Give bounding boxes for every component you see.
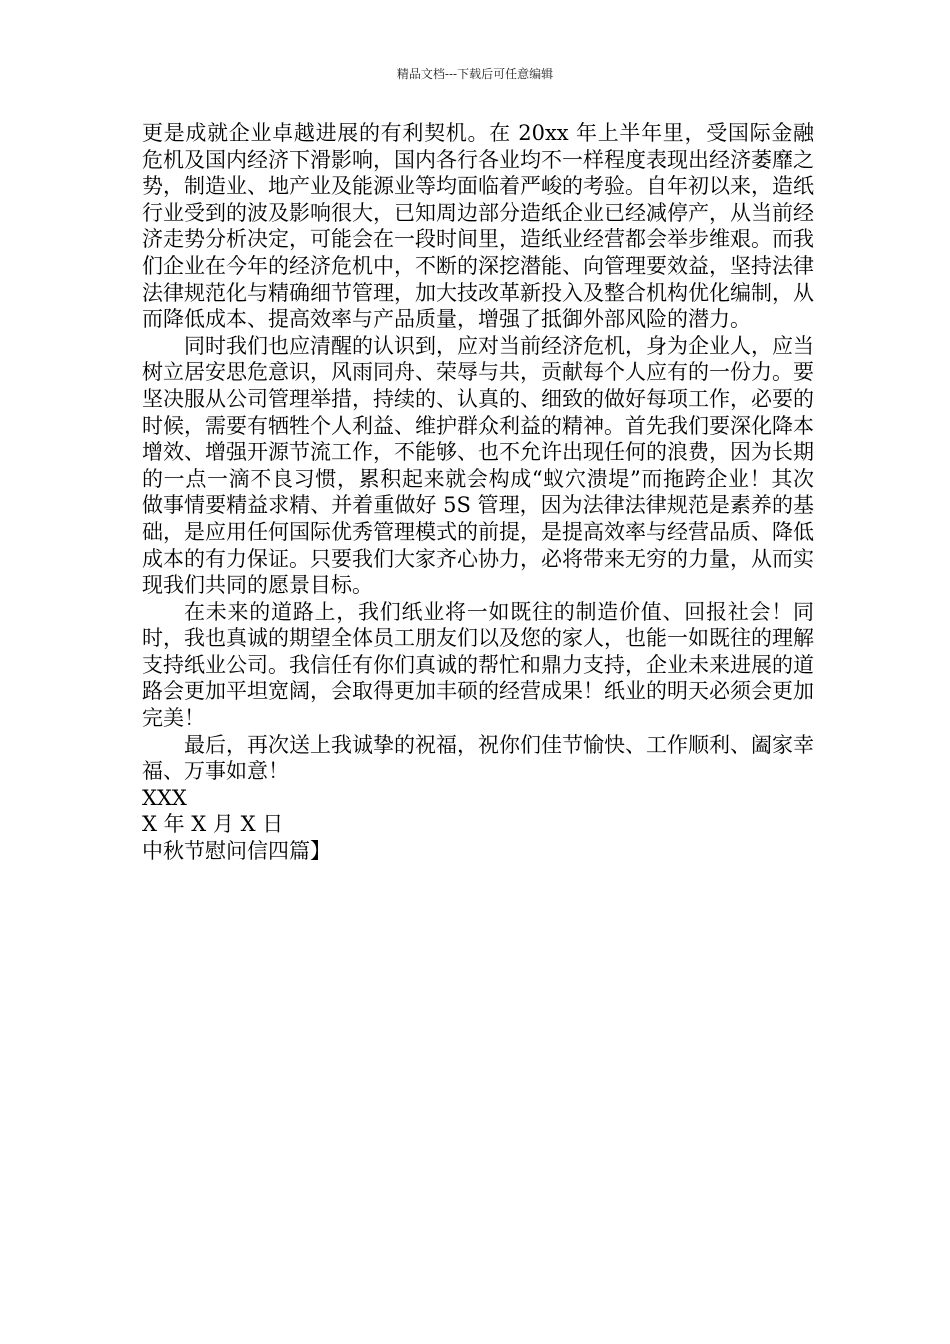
paragraph-blessing: 最后，再次送上我诚挚的祝福，祝你们佳节愉快、工作顺利、阖家幸福、万事如意！ [142, 732, 814, 784]
letter-date: X 年 X 月 X 日 [142, 812, 284, 837]
paragraph-future-road: 在未来的道路上，我们纸业将一如既往的制造价值、回报社会！同时，我也真诚的期望全体员工朋友们以及您的家人，也能一如既往的理解支持纸业公司。我信任有你们真诚的帮忙和鼎力支持，企业未来进展的道路会更加平坦宽阔，会取得更加丰硕的经营成果！纸业的明天必须会更加完美！ [142, 599, 814, 731]
letter-body [142, 120, 814, 865]
paragraph-continuation: 更是成就企业卓越进展的有利契机。在 20xx 年上半年里，受国际金融危机及国内经济下滑影响，国内各行各业均不一样程度表现出经济萎靡之势，制造业、地产业及能源业等均面临着严峻的考验。自年初以来，造纸行业受到的波及影响很大，已知周边部分造纸企业已经减停产，从当前经济走势分析决定，可能会在一段时间里，造纸业经营都会举步维艰。而我们企业在今年的经济危机中，不断的深挖潜能、向管理要效益，坚持法律法律规范化与精确细节管理，加大技改革新投入及整合机构优化编制，从而降低成本、提高效率与产品质量，增强了抵御外部风险的潜力。 [142, 121, 814, 332]
page-header: 精品文档---下载后可任意编辑 [396, 67, 554, 81]
footer-title: 中秋节慰问信四篇】 [142, 839, 331, 864]
paragraph-economic-crisis: 同时我们也应清醒的认识到，应对当前经济危机，身为企业人，应当树立居安思危意识，风雨同舟、荣辱与共，贡献每个人应有的一份力。要坚决服从公司管理举措，持续的、认真的、细致的做好每项工作，必要的时候，需要有牺牲个人利益、维护群众利益的精神。首先我们要深化降本增效、增强开源节流工作，不能够、也不允许出现任何的浪费，因为长期的一点一滴不良习惯，累积起来就会构成“蚁穴溃堤”而拖跨企业！其次做事情要精益求精、并着重做好 5S 管理，因为法律法律规范是素养的基础，是应用任何国际优秀管理模式的前提，是提高效率与经营品质、降低成本的有力保证。只要我们大家齐心协力，必将带来无穷的力量，从而实现我们共同的愿景目标。 [142, 333, 814, 598]
signature: XXX [142, 785, 187, 810]
